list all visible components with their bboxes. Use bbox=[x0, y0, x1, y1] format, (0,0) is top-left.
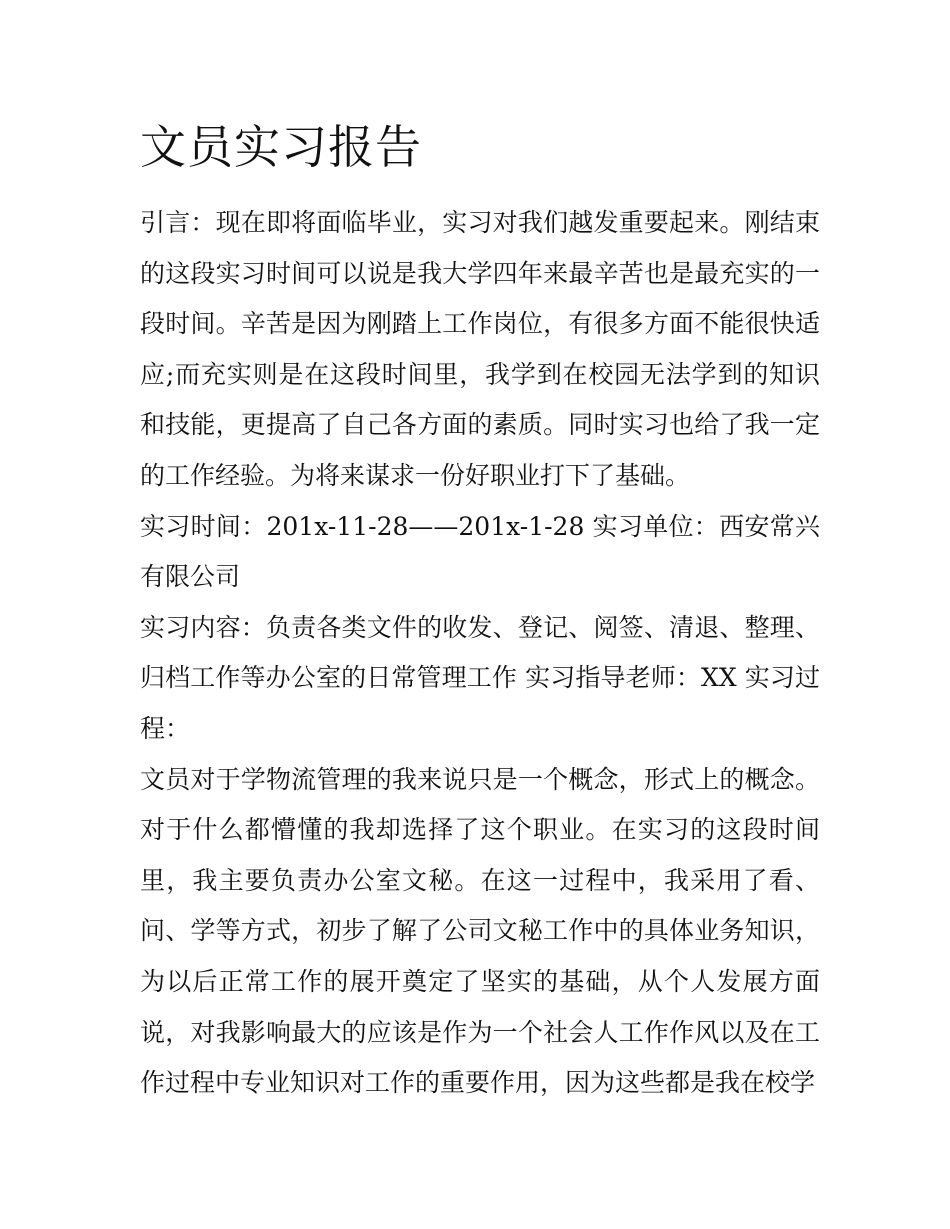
paragraph-introduction: 引言：现在即将面临毕业，实习对我们越发重要起来。刚结束的这段实习时间可以说是我大学四年来最辛苦也是最充实的一段时间。辛苦是因为刚踏上工作岗位，有很多方面不能很快适应;而充实则是在这段时间里，我学到在校园无法学到的知识和技能，更提高了自己各方面的素质。同时实习也给了我一定的工作经验。为将来谋求一份好职业打下了基础。 bbox=[140, 208, 820, 490]
paragraph-internship-content: 实习内容：负责各类文件的收发、登记、阅签、清退、整理、归档工作等办公室的日常管理工作 实习指导老师：XX 实习过程： bbox=[140, 612, 820, 743]
document-title: 文员实习报告 bbox=[140, 120, 422, 174]
paragraph-internship-process: 文员对于学物流管理的我来说只是一个概念，形式上的概念。对于什么都懵懂的我却选择了这个职业。在实习的这段时间里，我主要负责办公室文秘。在这一过程中，我采用了看、问、学等方式，初步了解了公司文秘工作中的具体业务知识，为以后正常工作的展开奠定了坚实的基础，从个人发展方面说，对我影响最大的应该是作为一个社会人工作作风以及在工作过程中专业知识对工作的重要作用，因为这些都是我在校学 bbox=[140, 764, 820, 1098]
document-body bbox=[140, 198, 820, 1109]
paragraph-internship-time-unit: 实习时间：201x-11-28——201x-1-28 实习单位：西安常兴有限公司 bbox=[140, 511, 820, 592]
